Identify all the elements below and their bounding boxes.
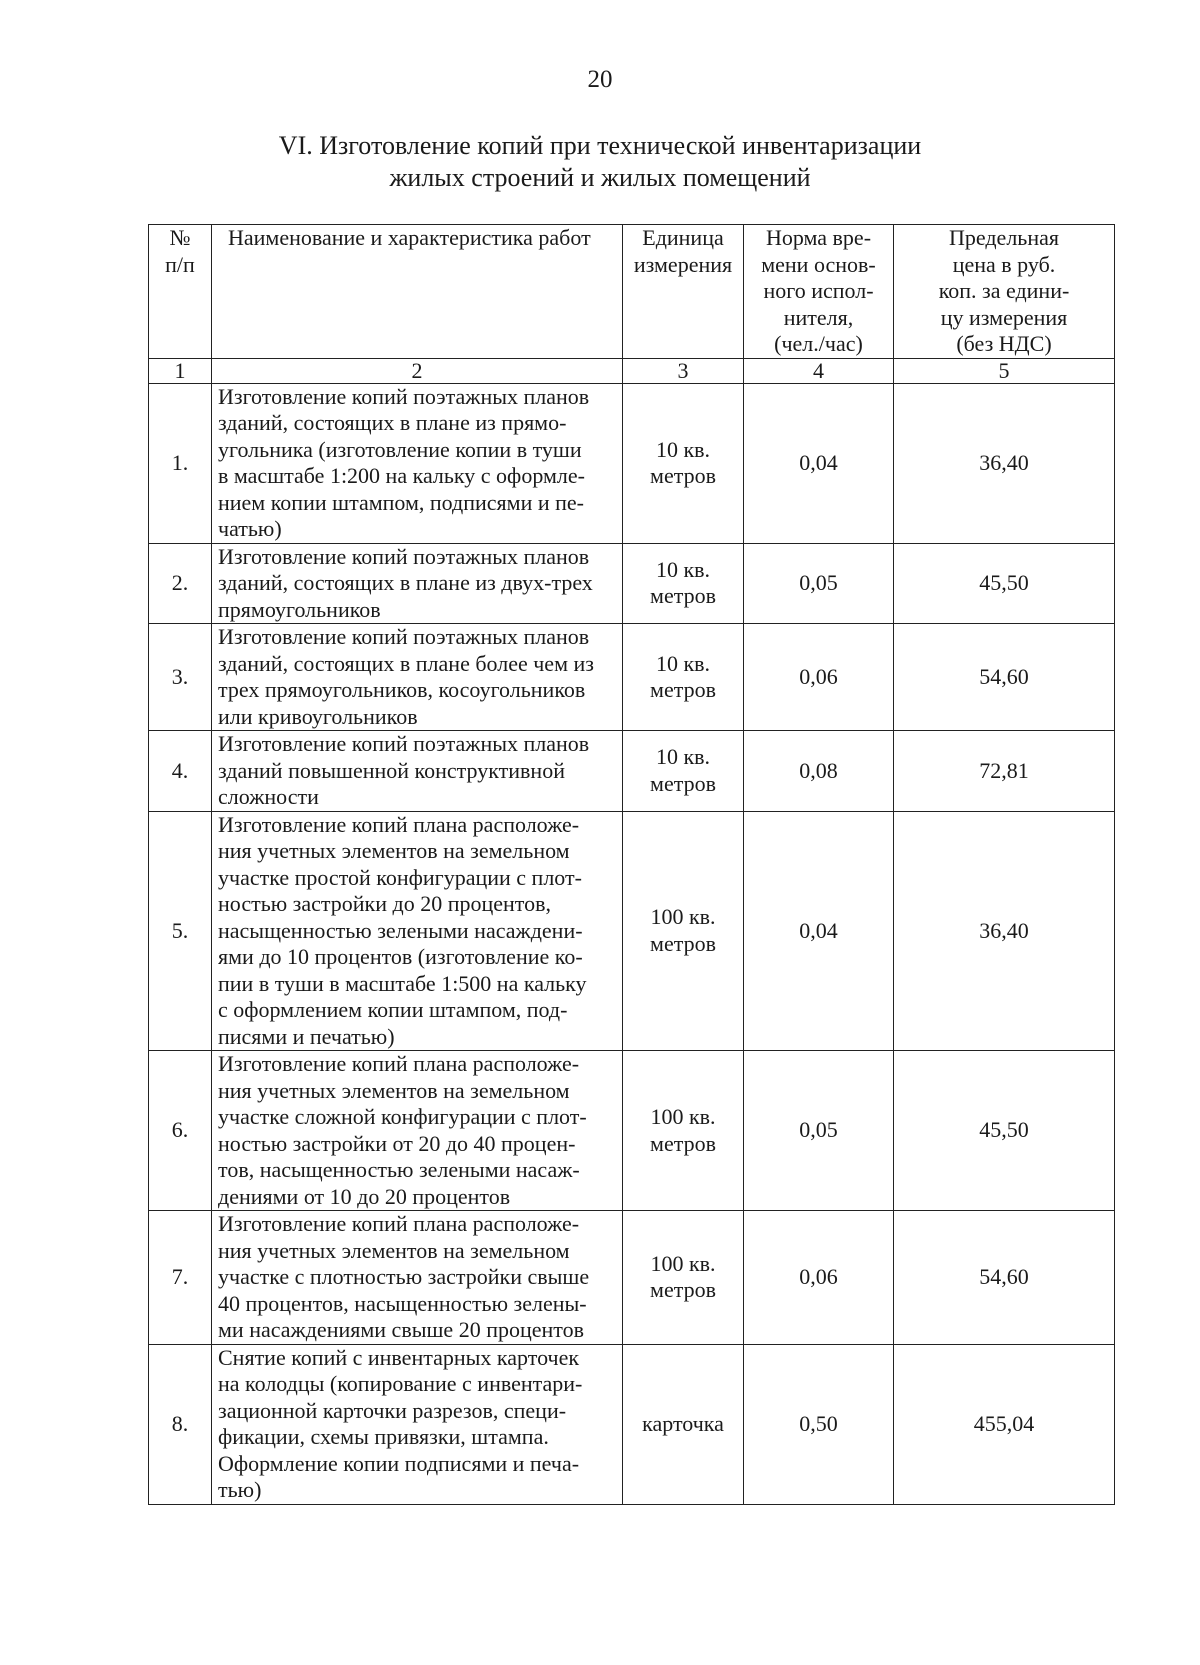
unit-of-measure: 10 кв. метров [623,731,744,812]
unit-of-measure: 100 кв. метров [623,811,744,1051]
time-norm: 0,50 [744,1344,894,1504]
row-number: 7. [149,1211,212,1345]
unit-of-measure: 10 кв. метров [623,543,744,624]
max-price: 45,50 [894,543,1115,624]
time-norm: 0,05 [744,543,894,624]
column-number: 2 [212,358,623,383]
unit-of-measure: 100 кв. метров [623,1211,744,1345]
time-norm: 0,04 [744,811,894,1051]
max-price: 45,50 [894,1051,1115,1211]
row-number: 4. [149,731,212,812]
table-row [149,1051,1115,1211]
table-header-row [149,225,1115,359]
work-description: Снятие копий с инвентарных карточек на колодцы (копирование с инвентари- зационной карточки разрезов, специ- фикации, схемы привязки, штампа. Оформление копии подписями и печа- тью) [212,1344,623,1504]
work-description: Изготовление копий поэтажных планов зданий, состоящих в плане более чем из трех прямоугольников, косоугольников или кривоугольников [212,624,623,731]
header-num: № п/п [149,225,212,359]
row-number: 3. [149,624,212,731]
time-norm: 0,06 [744,624,894,731]
row-number: 5. [149,811,212,1051]
max-price: 455,04 [894,1344,1115,1504]
page-number: 20 [587,66,613,93]
work-description: Изготовление копий плана расположе- ния учетных элементов на земельном участке простой конфигурации с плот- ностью застройки до 20 процентов, насыщенностью зелеными насаждени- ями до 10 процентов (изготовление ко- пии в туши в масштабе 1:500 на кальку с оформлением копии штампом, под- писями и печатью) [212,811,623,1051]
unit-of-measure: 10 кв. метров [623,383,744,543]
price-table [148,224,1115,1505]
row-number: 2. [149,543,212,624]
work-description: Изготовление копий плана расположе- ния учетных элементов на земельном участке с плотностью застройки свыше 40 процентов, насыщенностью зелены- ми насаждениями свыше 20 процентов [212,1211,623,1345]
header-norm: Норма вре- мени основ- ного испол- нителя, (чел./час) [744,225,894,359]
work-description: Изготовление копий поэтажных планов зданий, состоящих в плане из прямо- угольника (изготовление копии в туши в масштабе 1:200 на кальку с оформле- нием копии штампом, подписями и пе- чатью) [212,383,623,543]
section-title-line-1: VI. Изготовление копий при технической инвентаризации [278,131,922,160]
row-number: 6. [149,1051,212,1211]
time-norm: 0,05 [744,1051,894,1211]
column-number: 1 [149,358,212,383]
header-unit: Единица измерения [623,225,744,359]
table-row [149,624,1115,731]
column-number: 5 [894,358,1115,383]
table-row [149,731,1115,812]
table-row [149,1344,1115,1504]
max-price: 54,60 [894,624,1115,731]
row-number: 8. [149,1344,212,1504]
time-norm: 0,08 [744,731,894,812]
section-title [0,130,1200,194]
work-description: Изготовление копий поэтажных планов зданий повышенной конструктивной сложности [212,731,623,812]
max-price: 72,81 [894,731,1115,812]
section-title-line-2: жилых строений и жилых помещений [389,163,811,192]
unit-of-measure: 10 кв. метров [623,624,744,731]
work-description: Изготовление копий поэтажных планов зданий, состоящих в плане из двух-трех прямоугольников [212,543,623,624]
header-name: Наименование и характеристика работ [212,225,623,359]
unit-of-measure: карточка [623,1344,744,1504]
column-number: 3 [623,358,744,383]
table-row [149,1211,1115,1345]
work-description: Изготовление копий плана расположе- ния учетных элементов на земельном участке сложной конфигурации с плот- ностью застройки от 20 до 40 процен- тов, насыщенностью зелеными насаж- дениями от 10 до 20 процентов [212,1051,623,1211]
table-row [149,383,1115,543]
table-row [149,811,1115,1051]
max-price: 54,60 [894,1211,1115,1345]
max-price: 36,40 [894,811,1115,1051]
header-price: Предельная цена в руб. коп. за едини- цу измерения (без НДС) [894,225,1115,359]
column-number: 4 [744,358,894,383]
time-norm: 0,04 [744,383,894,543]
column-number-row [149,358,1115,383]
unit-of-measure: 100 кв. метров [623,1051,744,1211]
max-price: 36,40 [894,383,1115,543]
table-row [149,543,1115,624]
row-number: 1. [149,383,212,543]
time-norm: 0,06 [744,1211,894,1345]
